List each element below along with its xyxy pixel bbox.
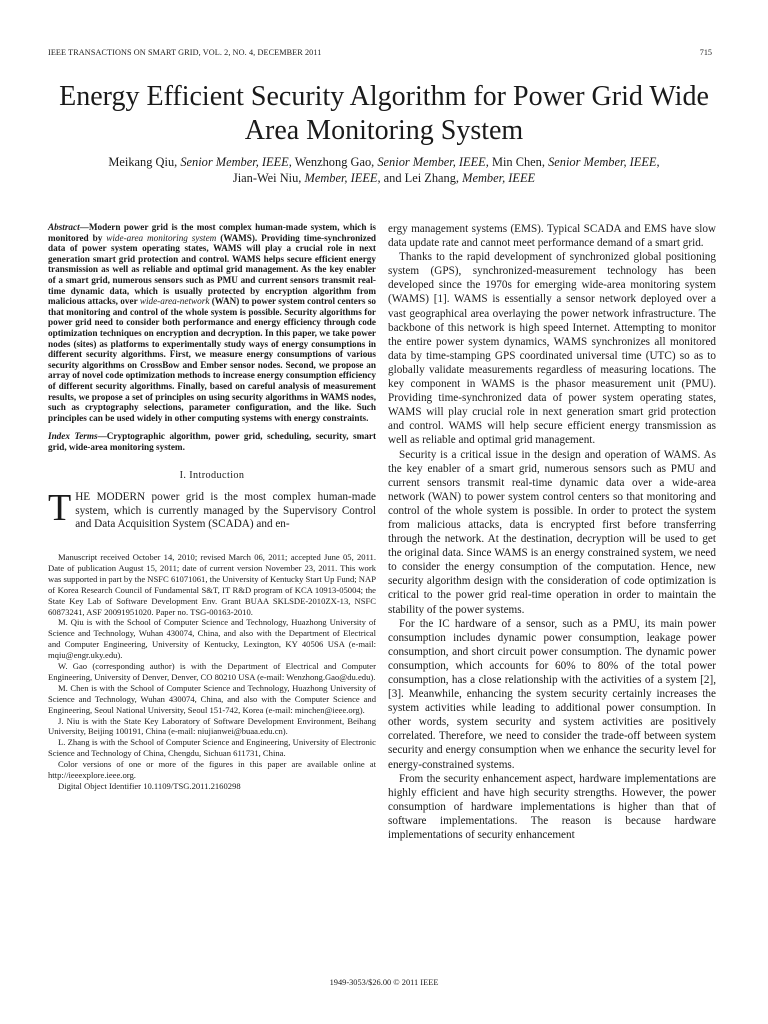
footnote: J. Niu is with the State Key Laboratory of Software Development Environment, Beihang University, Beijing 100191, China (e-mail: niujianwei@buaa.edu.cn).: [48, 715, 376, 737]
abstract-term: wide-area-network: [139, 296, 210, 307]
intro-lead: HE MODERN: [75, 491, 146, 504]
footnote: Color versions of one or more of the figures in this paper are available online at http://ieeexplore.ieee.org.: [48, 759, 376, 781]
section-heading: I. Introduction: [179, 470, 245, 482]
index-terms: [48, 431, 376, 452]
abstract: [48, 222, 376, 423]
page-number: 715: [699, 48, 712, 57]
abstract-text: (WAMS). Providing time-synchronized data of power system operating states, WAMS will play a crucial role in next generation smart grid protection and control. WAMS helps secure efficient energy transmission as well as reliable and optimal grid management. As the key enabler of a smart grid, numerous sensors such as PMU and current sensors transmit real-time dynamic data, which is usually protected by encryption algorithm from malicious attacks, over: [48, 232, 377, 307]
footnote: M. Qiu is with the School of Computer Science and Technology, Huazhong University of Science and Technology, Wuhan 430074, China, and also with the Department of Electrical and Computer Engineering, University of Kentucky, Lexington, KY 40506 USA (e-mail: mqiu@engr.uky.edu).: [48, 617, 376, 661]
author-name: Jian-Wei Niu,: [232, 171, 302, 185]
author-name: Lei Zhang,: [404, 171, 460, 185]
abstract-term: wide-area monitoring system: [106, 232, 217, 243]
footnote: W. Gao (corresponding author) is with the Department of Electrical and Computer Engineering, University of Denver, Denver, CO 80210 USA (e-mail: Wenzhong.Gao@du.edu).: [48, 661, 376, 682]
abstract-text: Modern power grid is the most complex human-made system, which is monitored by: [48, 222, 376, 243]
index-terms-label: Index Terms—: [48, 431, 107, 442]
author-list: [40, 154, 728, 186]
author-grade: Senior Member, IEEE,: [377, 155, 489, 169]
author-name: Wenzhong Gao,: [294, 155, 375, 169]
copyright-footer: 1949-3053/$26.00 © 2011 IEEE: [329, 978, 439, 987]
abstract-label: Abstract—: [48, 222, 89, 232]
drop-cap: T: [48, 487, 72, 530]
left-column: [48, 222, 376, 792]
footnote: Manuscript received October 14, 2010; revised March 06, 2011; accepted June 05, 2011. Date of publication August 15, 2011; date of current version November 23, 2011. This work was supported in part by the NSFC 61071061, the University of Kentucky Start Up Fund; NAP of Korea Research Council of Fundamental S&T, IT R&D program of KCA 10913-05004; the State Key Lab of Software Development Env. Grant BUAA SKLSDE-2010ZX-13, NSFC 60873241, ASF 20091951020. Paper no. TSG-00163-2010.: [48, 551, 376, 617]
paper-title: Energy Efficient Security Algorithm for Power Grid Wide Area Monitoring System: [59, 81, 709, 146]
abstract-text: (WAN) to power system control centers so that monitoring and control of the whole system is possible. Security algorithms for power grid need to consider both performance and energy efficiency through code optimization techniques on encryption and decryption. In this paper, we take power nodes (sites) as platforms to experimentally study ways of energy consumptions in different security algorithms. First, we measure energy consumptions of various security algorithms on CrossBow and Ember sensor nodes. Second, we propose an array of novel code optimization methods to increase energy consumption efficiency of different security algorithms. Finally, based on careful analysis of measurement results, we propose a set of principles on using security algorithms in WAMS nodes, such as cryptography selections, parameter configuration, and the like. Such principles can be used widely in other computing systems with energy constraints.: [48, 296, 376, 423]
footnote: M. Chen is with the School of Computer Science and Technology, Huazhong University of Science and Technology, Wuhan 430074, China, and also with the Computer Science and Engineering, Seoul National University, Seoul 151-742, Korea (e-mail: minchen@ieee.org).: [48, 682, 376, 715]
right-column: [388, 222, 716, 842]
running-header: IEEE TRANSACTIONS ON SMART GRID, VOL. 2, NO. 4, DECEMBER 2011: [48, 48, 322, 57]
intro-paragraph: [48, 487, 376, 532]
body-paragraph: From the security enhancement aspect, hardware implementations are highly efficient and have high security strengths. However, the power consumption of hardware implementations is higher than that of software implementations. The reason is because hardware implementations of security enhancement: [388, 772, 716, 842]
footnote: Digital Object Identifier 10.1109/TSG.2011.2160298: [58, 781, 241, 791]
body-paragraph: ergy management systems (EMS). Typical SCADA and EMS have slow data update rate and cannot meet performance demand of a smart grid.: [388, 223, 716, 250]
author-name: Min Chen,: [491, 155, 545, 169]
author-name: Meikang Qiu,: [108, 155, 178, 169]
body-paragraph: For the IC hardware of a sensor, such as a PMU, its main power consumption includes dynamic power consumption, leakage power consumption, and short circuit power consumption. The dynamic power consumption, which accounts for 60% to 80% of the total power consumption, has a close relationship with the activities of a system [2], [3]. Meanwhile, enhancing the system security certainly increases the system activities while leading to additional power consumption. In other words, system security and system activities are positively correlated. Therefore, we need to consider the trade-off between system security and energy consumption when we enhance the security level for energy-constrained systems.: [388, 617, 716, 771]
body-paragraph: Security is a critical issue in the design and operation of WAMS. As the key enabler of a smart grid, numerous sensors such as PMU and current sensors transmit real-time dynamic data over a wide-area network (WAN) to power system control centers so that monitoring and control of the whole system is possible. In order to protect the system from malicious attacks, data is encrypted first before transferring through the network. At the destination, decryption will be used to get the original data. Since WAMS is an energy constrained system, we need to consider the energy consumption of the computation. Hence, new security algorithm design with the consideration of code optimization is critical to the power grid real-time operation in order to maintain the stability of the power systems.: [388, 448, 716, 616]
author-grade: Senior Member, IEEE,: [180, 155, 292, 169]
author-grade: Senior Member, IEEE,: [548, 155, 660, 169]
body-paragraph: Thanks to the rapid development of synchronized global positioning system (GPS), synchronized-measurement technology has been developed since the 1970s for emerging wide-area monitoring system (WAMS) [1]. WAMS is essentially a sensor network deployed over a vast geographical area overlaying the power network infrastructure. The backbone of this network is high speed Internet. Attempting to monitor the entire power system dynamics, WAMS synchronizes all monitored data by time-stamping GPS coordinated universal time (UTC) so as to globally validate measurements regardless of measuring locations. The key component in WAMS is the phasor measurement unit (PMU). Providing time-synchronized data of power system operating states, WAMS will play crucial role in next generation smart grid protection and control. WAMS will help secure efficient energy transmission as well as reliable and optimal grid management.: [388, 251, 716, 447]
author-conjunction: and: [383, 171, 402, 185]
author-grade: Member, IEEE,: [304, 171, 381, 185]
index-terms-text: Cryptographic algorithm, power grid, scheduling, security, smart grid, wide-area monitoring system.: [48, 431, 377, 452]
footnotes: [48, 552, 376, 792]
intro-text: power grid is the most complex human-made system, which is currently managed by the Supervisory Control and Data Acquisition System (SCADA) and en-: [75, 491, 376, 531]
footnote: L. Zhang is with the School of Computer Science and Engineering, University of Electronic Science and Technology of China, Chengdu, Sichuan 611731, China.: [48, 737, 376, 759]
author-grade: Member, IEEE: [462, 171, 536, 185]
